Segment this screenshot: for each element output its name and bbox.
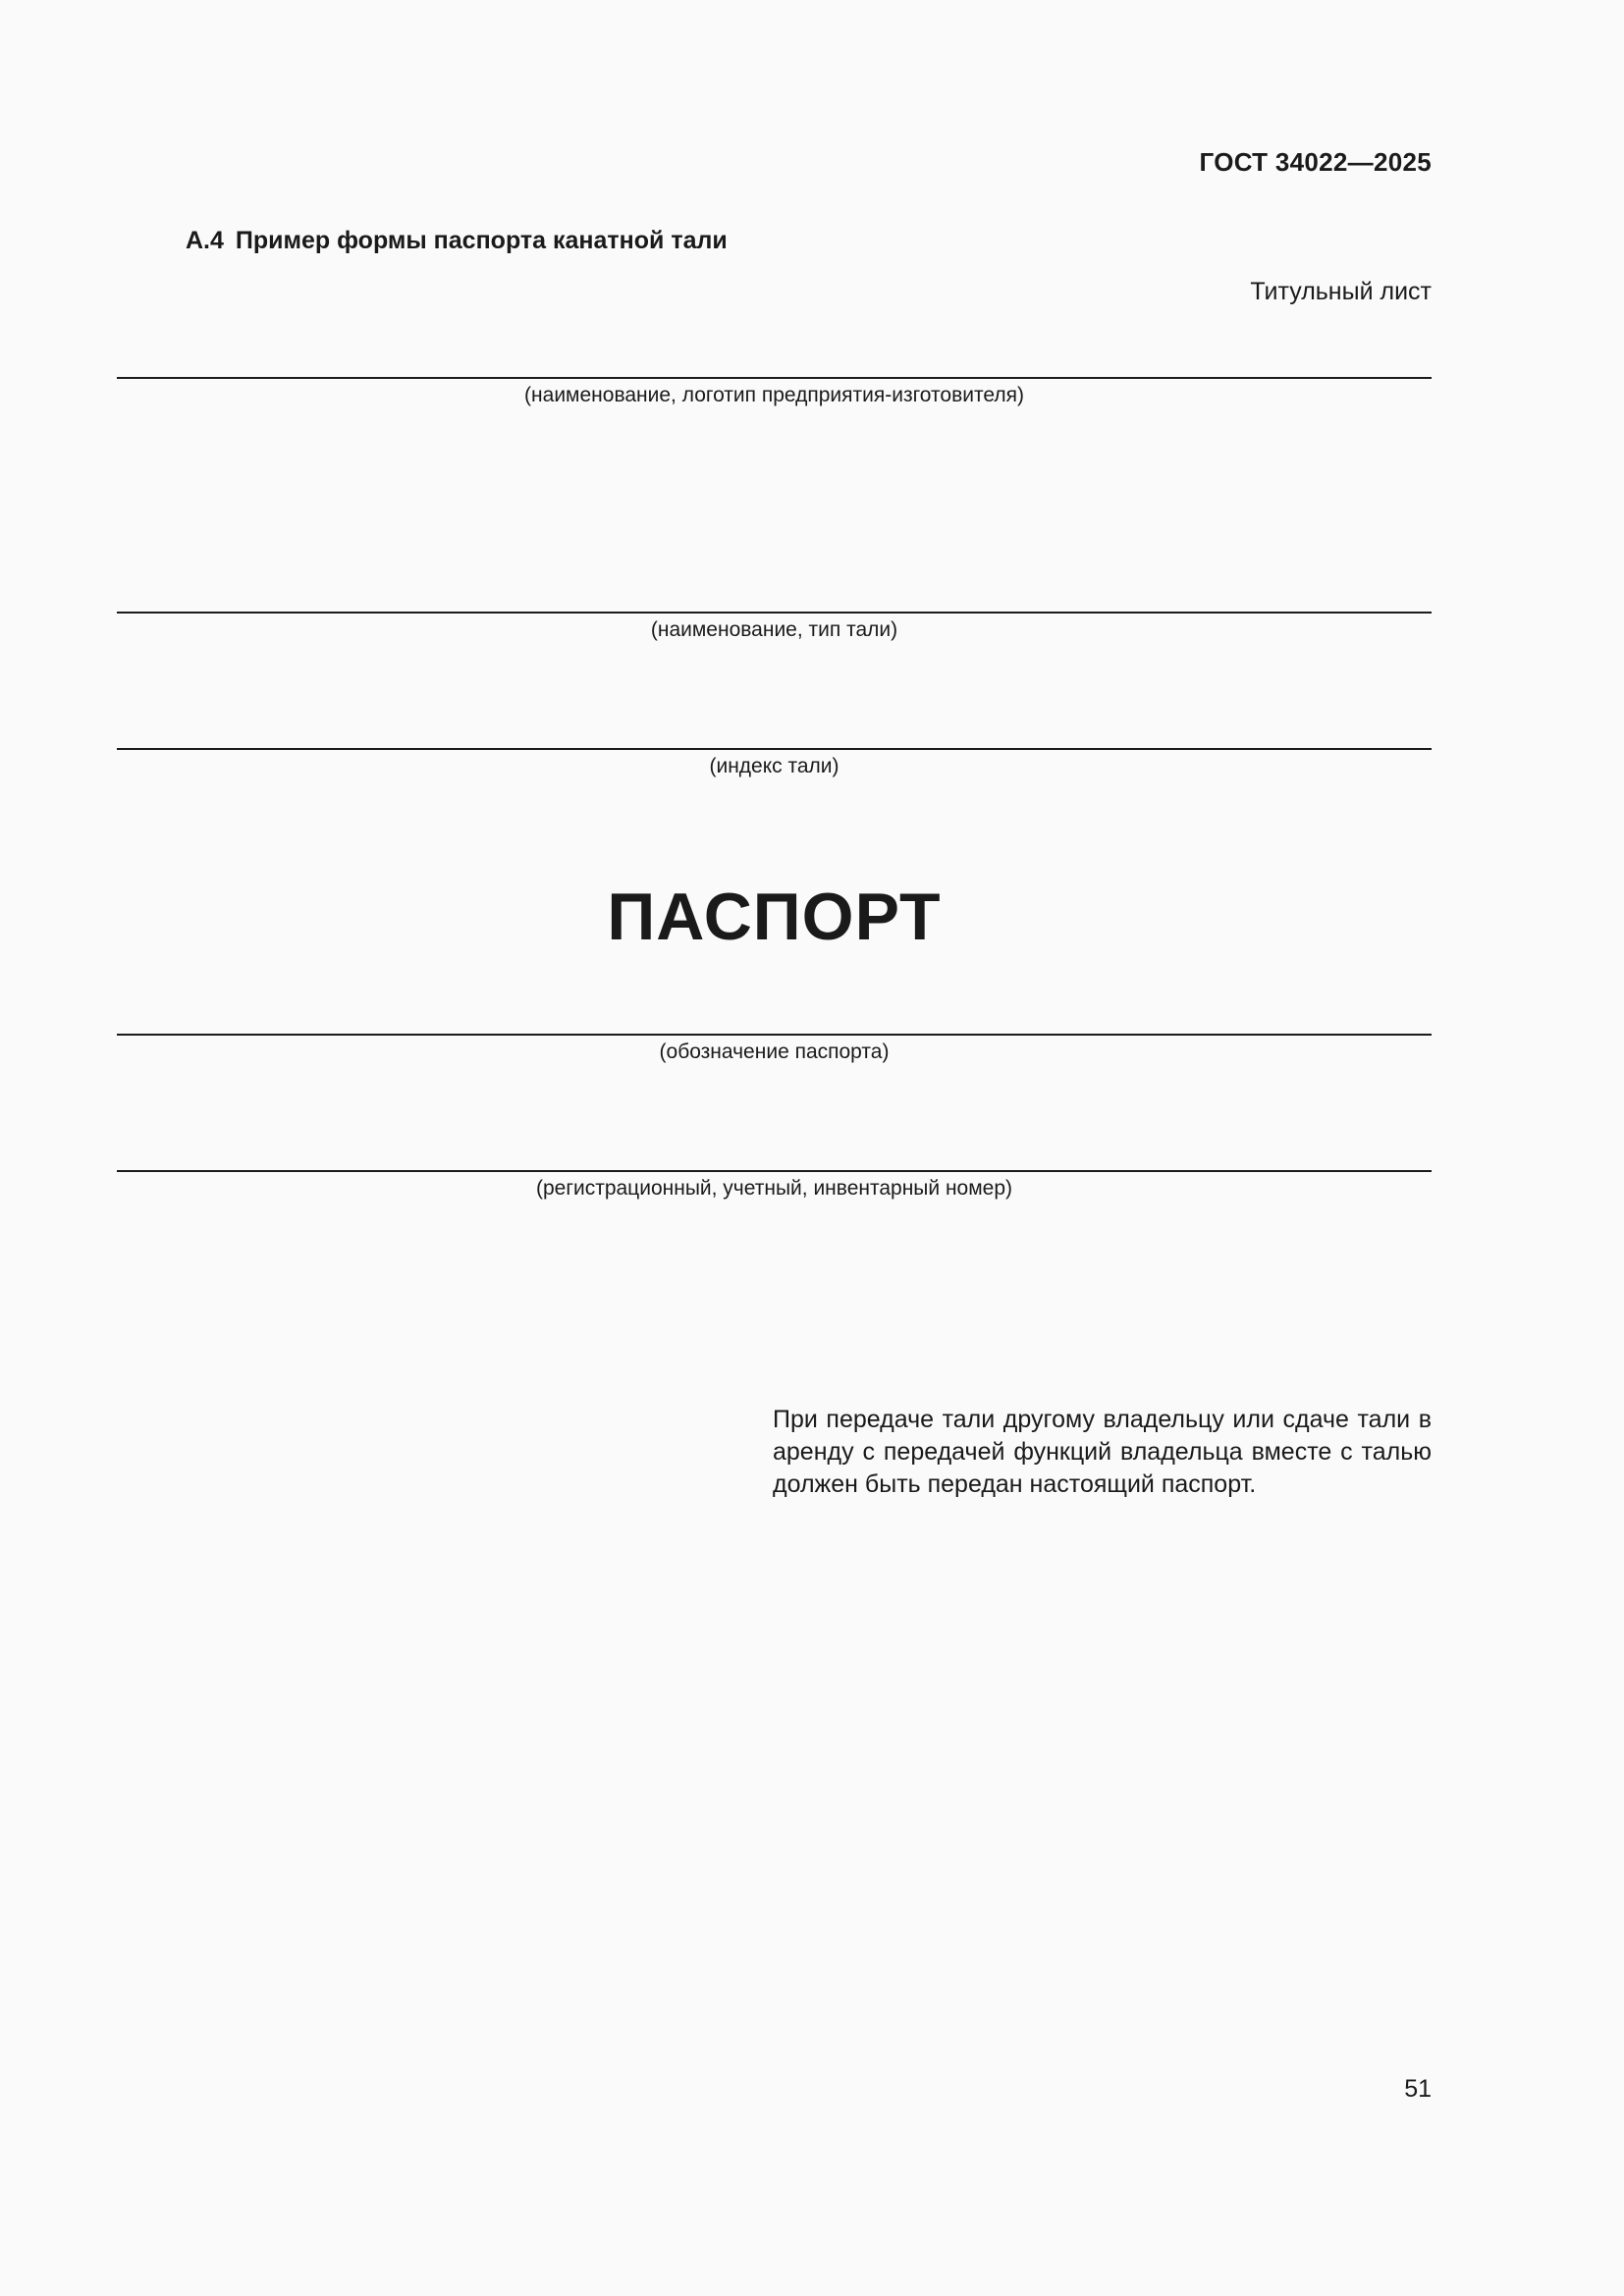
fill-in-line — [117, 377, 1432, 379]
passport-designation-field — [117, 1034, 1432, 1065]
section-heading — [186, 227, 728, 255]
field-caption: (регистрационный, учетный, инвентарный номер) — [535, 1177, 1013, 1200]
fill-in-line — [117, 1034, 1432, 1036]
field-caption: (обозначение паспорта) — [659, 1041, 890, 1063]
section-number: А.4 — [186, 227, 224, 254]
hoist-index-field — [117, 748, 1432, 779]
field-caption: (наименование, тип тали) — [650, 618, 898, 641]
fill-in-line — [117, 612, 1432, 614]
field-caption: (наименование, логотип предприятия-изготовителя) — [524, 384, 1024, 406]
page-number: 51 — [1404, 2075, 1432, 2103]
title-sheet-label: Титульный лист — [1250, 278, 1432, 305]
manufacturer-field — [117, 377, 1432, 408]
fill-in-line — [117, 748, 1432, 750]
transfer-note: При передаче тали другому владельцу или сдаче тали в аренду с передачей функций владельца вместе с талью должен быть передан настоящий паспорт. — [773, 1406, 1432, 1498]
field-caption: (индекс тали) — [709, 755, 839, 777]
section-title: Пример формы паспорта канатной тали — [235, 227, 728, 254]
hoist-name-type-field — [117, 612, 1432, 643]
registration-number-field — [117, 1170, 1432, 1201]
document-code: ГОСТ 34022—2025 — [1199, 147, 1432, 177]
passport-title: ПАСПОРТ — [607, 880, 942, 954]
fill-in-line — [117, 1170, 1432, 1172]
